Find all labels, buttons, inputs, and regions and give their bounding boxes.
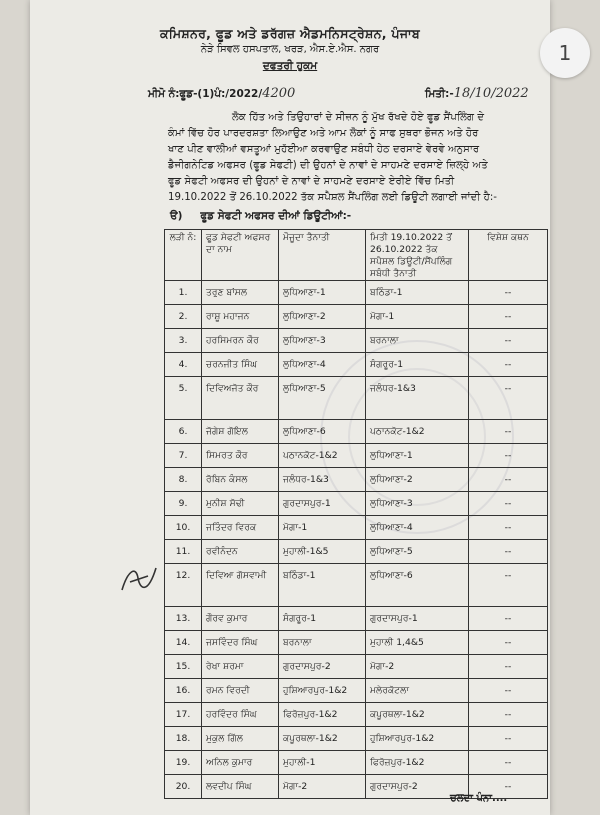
cell-officer-name: ਜੋਗੇਸ਼ ਗੋਇਲ <box>202 420 279 444</box>
cell-serial: 8. <box>165 468 202 492</box>
header-serial: ਲੜੀ ਨੰ: <box>165 230 202 281</box>
cell-special-duty: ਫਿਰੋਜ਼ਪੁਰ-1&2 <box>366 751 469 775</box>
header-officer-name: ਫੂਡ ਸੇਫਟੀ ਅਫਸਰ ਦਾ ਨਾਮ <box>202 230 279 281</box>
header-remarks: ਵਿਸ਼ੇਸ਼ ਕਥਨ <box>469 230 548 281</box>
table-row <box>165 607 548 631</box>
cell-officer-name: ਸਿਮਰਤ ਕੌਰ <box>202 444 279 468</box>
cell-current-posting: ਪਠਾਨਕੋਟ-1&2 <box>279 444 366 468</box>
cell-officer-name: ਜਤਿੰਦਰ ਵਿਰਕ <box>202 516 279 540</box>
cell-current-posting: ਮੋਗਾ-2 <box>279 775 366 799</box>
table-row <box>165 492 548 516</box>
cell-special-duty: ਗੁਰਦਾਸਪੁਰ-2 <box>366 775 469 799</box>
cell-current-posting: ਬਰਨਾਲਾ <box>279 631 366 655</box>
cell-officer-name: ਗੌਰਵ ਕੁਮਾਰ <box>202 607 279 631</box>
cell-serial: 14. <box>165 631 202 655</box>
cell-serial: 16. <box>165 679 202 703</box>
cell-remarks: -- <box>469 775 548 799</box>
table-row <box>165 727 548 751</box>
cell-current-posting: ਲੁਧਿਆਣਾ-2 <box>279 305 366 329</box>
paragraph-line: ਖਾਣ ਪੀਣ ਵਾਲੀਆਂ ਵਸਤੂਆਂ ਮੁਹੱਈਆ ਕਰਵਾਉਣ ਸਬੰਧੀ ਹੇਠ ਦਰਸਾਏ ਵੇਰਵੇ ਅਨੁਸਾਰ <box>168 144 480 155</box>
cell-remarks: -- <box>469 329 548 353</box>
paragraph-line: ਡੈਜੀਗਨੇਟਿਡ ਅਫਸਰ (ਫੂਡ ਸੇਫਟੀ) ਦੀ ਉਹਨਾਂ ਦੇ ਨਾਵਾਂ ਦੇ ਸਾਹਮਣੇ ਦਰਸਾਏ ਜ਼ਿਲ੍ਹੇ ਅਤੇ <box>168 160 488 171</box>
table-row <box>165 564 548 607</box>
table-row <box>165 444 548 468</box>
cell-remarks: -- <box>469 679 548 703</box>
cell-officer-name: ਜਸਵਿੰਦਰ ਸਿੰਘ <box>202 631 279 655</box>
cell-officer-name: ਹਰਵਿੰਦਰ ਸਿੰਘ <box>202 703 279 727</box>
table-row <box>165 353 548 377</box>
cell-special-duty: ਗੁਰਦਾਸਪੁਰ-1 <box>366 607 469 631</box>
office-title: ਕਮਿਸ਼ਨਰ, ਫੂਡ ਅਤੇ ਡਰੱਗਜ਼ ਐਡਮਨਿਸਟ੍ਰੇਸ਼ਨ, ਪੰਜਾਬ <box>159 26 420 41</box>
order-heading: ਦਫਤਰੀ ਹੁਕਮ <box>262 60 318 72</box>
cell-officer-name: ਮੁਕੁਲ ਗਿੱਲ <box>202 727 279 751</box>
cell-officer-name: ਰਵੀਨੰਦਨ <box>202 540 279 564</box>
cell-remarks: -- <box>469 305 548 329</box>
cell-officer-name: ਰੋਬਿਨ ਕੰਸਲ <box>202 468 279 492</box>
table-row <box>165 516 548 540</box>
cell-remarks: -- <box>469 564 548 607</box>
cell-remarks: -- <box>469 727 548 751</box>
table-row <box>165 751 548 775</box>
cell-serial: 5. <box>165 377 202 420</box>
cell-remarks: -- <box>469 353 548 377</box>
cell-officer-name: ਅਨਿਲ ਕੁਮਾਰ <box>202 751 279 775</box>
memo-label: ਮੀਮੋ ਨੰ:ਫੂਡ-(1)ਪੰ:/2022/ <box>148 88 263 100</box>
cell-serial: 19. <box>165 751 202 775</box>
document-page <box>30 0 550 815</box>
paragraph-line: ਲੋਕ ਹਿੱਤ ਅਤੇ ਤਿਉਹਾਰਾਂ ਦੇ ਸੀਜ਼ਨ ਨੂੰ ਮੁੱਖ ਰੱਖਦੇ ਹੋਏ ਫੂਡ ਸੈਂਪਲਿੰਗ ਦੇ <box>232 112 485 123</box>
table-row <box>165 329 548 353</box>
cell-serial: 3. <box>165 329 202 353</box>
cell-serial: 11. <box>165 540 202 564</box>
cell-special-duty: ਲੁਧਿਆਣਾ-3 <box>366 492 469 516</box>
cell-serial: 7. <box>165 444 202 468</box>
cell-current-posting: ਮੋਗਾ-1 <box>279 516 366 540</box>
cell-special-duty: ਜਲੰਧਰ-1&3 <box>366 377 469 420</box>
cell-remarks: -- <box>469 703 548 727</box>
cell-serial: 17. <box>165 703 202 727</box>
cell-officer-name: ਰੇਖਾ ਸ਼ਰਮਾ <box>202 655 279 679</box>
paragraph-line: ਕੰਮਾਂ ਵਿੱਚ ਹੋਰ ਪਾਰਦਰਸ਼ਤਾ ਲਿਆਉਣ ਅਤੇ ਆਮ ਲੋਕਾਂ ਨੂੰ ਸਾਫ ਸੁਥਰਾ ਭੋਜਨ ਅਤੇ ਹੋਰ <box>168 128 479 139</box>
cell-serial: 20. <box>165 775 202 799</box>
cell-current-posting: ਲੁਧਿਆਣਾ-1 <box>279 281 366 305</box>
cell-remarks: -- <box>469 607 548 631</box>
cell-special-duty: ਲੁਧਿਆਣਾ-1 <box>366 444 469 468</box>
cell-special-duty: ਲੁਧਿਆਣਾ-6 <box>366 564 469 607</box>
cell-officer-name: ਲਵਦੀਪ ਸਿੰਘ <box>202 775 279 799</box>
header-special-duty: ਮਿਤੀ 19.10.2022 ਤੋਂ 26.10.2022 ਤੱਕ ਸਪੈਸ਼ਲ ਡਿਊਟੀ/ਸੈਂਪਲਿੰਗ ਸਬੰਧੀ ਤੈਨਾਤੀ <box>366 230 469 281</box>
cell-current-posting: ਲੁਧਿਆਣਾ-3 <box>279 329 366 353</box>
cell-officer-name: ਦਿਵਿਅਜੋਤ ਕੌਰ <box>202 377 279 420</box>
cell-special-duty: ਮੋਗਾ-1 <box>366 305 469 329</box>
cell-special-duty: ਲੁਧਿਆਣਾ-2 <box>366 468 469 492</box>
cell-officer-name: ਹਰਸਿਮਰਨ ਕੌਰ <box>202 329 279 353</box>
office-address: ਨੇੜੇ ਸਿਵਲ ਹਸਪਤਾਲ, ਖਰੜ, ਐਸ.ਏ.ਐਸ. ਨਗਰ <box>200 44 380 55</box>
cell-serial: 18. <box>165 727 202 751</box>
cell-remarks: -- <box>469 468 548 492</box>
cell-current-posting: ਕਪੂਰਥਲਾ-1&2 <box>279 727 366 751</box>
table-row <box>165 305 548 329</box>
cell-special-duty: ਬਠਿੰਡਾ-1 <box>366 281 469 305</box>
table-row <box>165 679 548 703</box>
cell-current-posting: ਮੁਹਾਲੀ-1&5 <box>279 540 366 564</box>
cell-serial: 2. <box>165 305 202 329</box>
cell-remarks: -- <box>469 516 548 540</box>
page-number-badge[interactable]: 1 <box>540 28 590 78</box>
cell-special-duty: ਮੁਹਾਲੀ 1,4&5 <box>366 631 469 655</box>
date-label: ਮਿਤੀ:- <box>425 88 454 100</box>
cell-current-posting: ਫਿਰੋਜ਼ਪੁਰ-1&2 <box>279 703 366 727</box>
cell-officer-name: ਰਾਸ਼ੂ ਮਹਾਜਨ <box>202 305 279 329</box>
cell-serial: 13. <box>165 607 202 631</box>
cell-special-duty: ਕਪੂਰਥਲਾ-1&2 <box>366 703 469 727</box>
cell-special-duty: ਮਲੇਰਕੋਟਲਾ <box>366 679 469 703</box>
cell-remarks: -- <box>469 655 548 679</box>
cell-remarks: -- <box>469 540 548 564</box>
cell-current-posting: ਸੰਗਰੂਰ-1 <box>279 607 366 631</box>
cell-current-posting: ਲੁਧਿਆਣਾ-5 <box>279 377 366 420</box>
cell-officer-name: ਦਿਵਿਆ ਗੋਸਵਾਮੀ <box>202 564 279 607</box>
cell-serial: 15. <box>165 655 202 679</box>
paragraph-line: ਫੂਡ ਸੇਫਟੀ ਅਫਸਰ ਦੀ ਉਹਨਾਂ ਦੇ ਨਾਵਾਂ ਦੇ ਸਾਹਮਣੇ ਦਰਸਾਏ ਏਰੀਏ ਵਿੱਚ ਮਿਤੀ <box>168 176 455 187</box>
cell-serial: 1. <box>165 281 202 305</box>
cell-officer-name: ਰਮਨ ਵਿਰਦੀ <box>202 679 279 703</box>
date-handwritten-value: 18/10/2022 <box>453 86 529 101</box>
cell-remarks: -- <box>469 281 548 305</box>
table-row <box>165 281 548 305</box>
cell-current-posting: ਲੁਧਿਆਣਾ-4 <box>279 353 366 377</box>
cell-serial: 4. <box>165 353 202 377</box>
table-row <box>165 468 548 492</box>
cell-serial: 9. <box>165 492 202 516</box>
table-row <box>165 631 548 655</box>
table-row <box>165 540 548 564</box>
memo-number <box>148 86 295 101</box>
cell-remarks: -- <box>469 631 548 655</box>
cell-officer-name: ਤਰੁਣ ਬਾਂਸਲ <box>202 281 279 305</box>
cell-special-duty: ਮੋਗਾ-2 <box>366 655 469 679</box>
cell-special-duty: ਸੰਗਰੂਰ-1 <box>366 353 469 377</box>
memo-handwritten-number: 4200 <box>262 86 296 101</box>
subheading-text: ਫੂਡ ਸੇਫਟੀ ਅਫਸਰ ਦੀਆਂ ਡਿਊਟੀਆਂ:- <box>200 210 352 222</box>
cell-special-duty: ਬਰਨਾਲਾ <box>366 329 469 353</box>
cell-serial: 10. <box>165 516 202 540</box>
cell-remarks: -- <box>469 377 548 420</box>
cell-current-posting: ਗੁਰਦਾਸਪੁਰ-1 <box>279 492 366 516</box>
cell-current-posting: ਜਲੰਧਰ-1&3 <box>279 468 366 492</box>
cell-remarks: -- <box>469 492 548 516</box>
continued-note: ਚਲਦਾ ਪੰਨਾ.... <box>450 793 508 804</box>
table-row <box>165 420 548 444</box>
cell-special-duty: ਲੁਧਿਆਣਾ-5 <box>366 540 469 564</box>
duty-table <box>164 229 548 799</box>
cell-remarks: -- <box>469 444 548 468</box>
order-paragraph <box>168 110 543 206</box>
cell-special-duty: ਲੁਧਿਆਣਾ-4 <box>366 516 469 540</box>
cell-officer-name: ਚਰਨਜੀਤ ਸਿੰਘ <box>202 353 279 377</box>
table-row <box>165 655 548 679</box>
signature-mark <box>118 560 160 596</box>
paragraph-line: 19.10.2022 ਤੋਂ 26.10.2022 ਤੱਕ ਸਪੈਸ਼ਲ ਸੈਂਪਲਿੰਗ ਲਈ ਡਿਊਟੀ ਲਗਾਈ ਜਾਂਦੀ ਹੈ:- <box>168 192 497 203</box>
subheading-label: ੳ) <box>170 210 183 222</box>
table-row <box>165 703 548 727</box>
cell-remarks: -- <box>469 751 548 775</box>
cell-current-posting: ਲੁਧਿਆਣਾ-6 <box>279 420 366 444</box>
cell-officer-name: ਮੁਨੀਸ਼ ਸੋਢੀ <box>202 492 279 516</box>
cell-special-duty: ਹੁਸ਼ਿਆਰਪੁਰ-1&2 <box>366 727 469 751</box>
cell-current-posting: ਹੁਸ਼ਿਆਰਪੁਰ-1&2 <box>279 679 366 703</box>
cell-remarks: -- <box>469 420 548 444</box>
table-header-row <box>165 230 548 281</box>
cell-current-posting: ਗੁਰਦਾਸਪੁਰ-2 <box>279 655 366 679</box>
header-current-posting: ਮੌਜੂਦਾ ਤੈਨਾਤੀ <box>279 230 366 281</box>
duties-subheading <box>170 210 351 223</box>
cell-serial: 6. <box>165 420 202 444</box>
cell-special-duty: ਪਠਾਨਕੋਟ-1&2 <box>366 420 469 444</box>
cell-serial: 12. <box>165 564 202 607</box>
memo-date <box>425 86 529 101</box>
table-row <box>165 377 548 420</box>
cell-current-posting: ਬਠਿੰਡਾ-1 <box>279 564 366 607</box>
cell-current-posting: ਮੁਹਾਲੀ-1 <box>279 751 366 775</box>
